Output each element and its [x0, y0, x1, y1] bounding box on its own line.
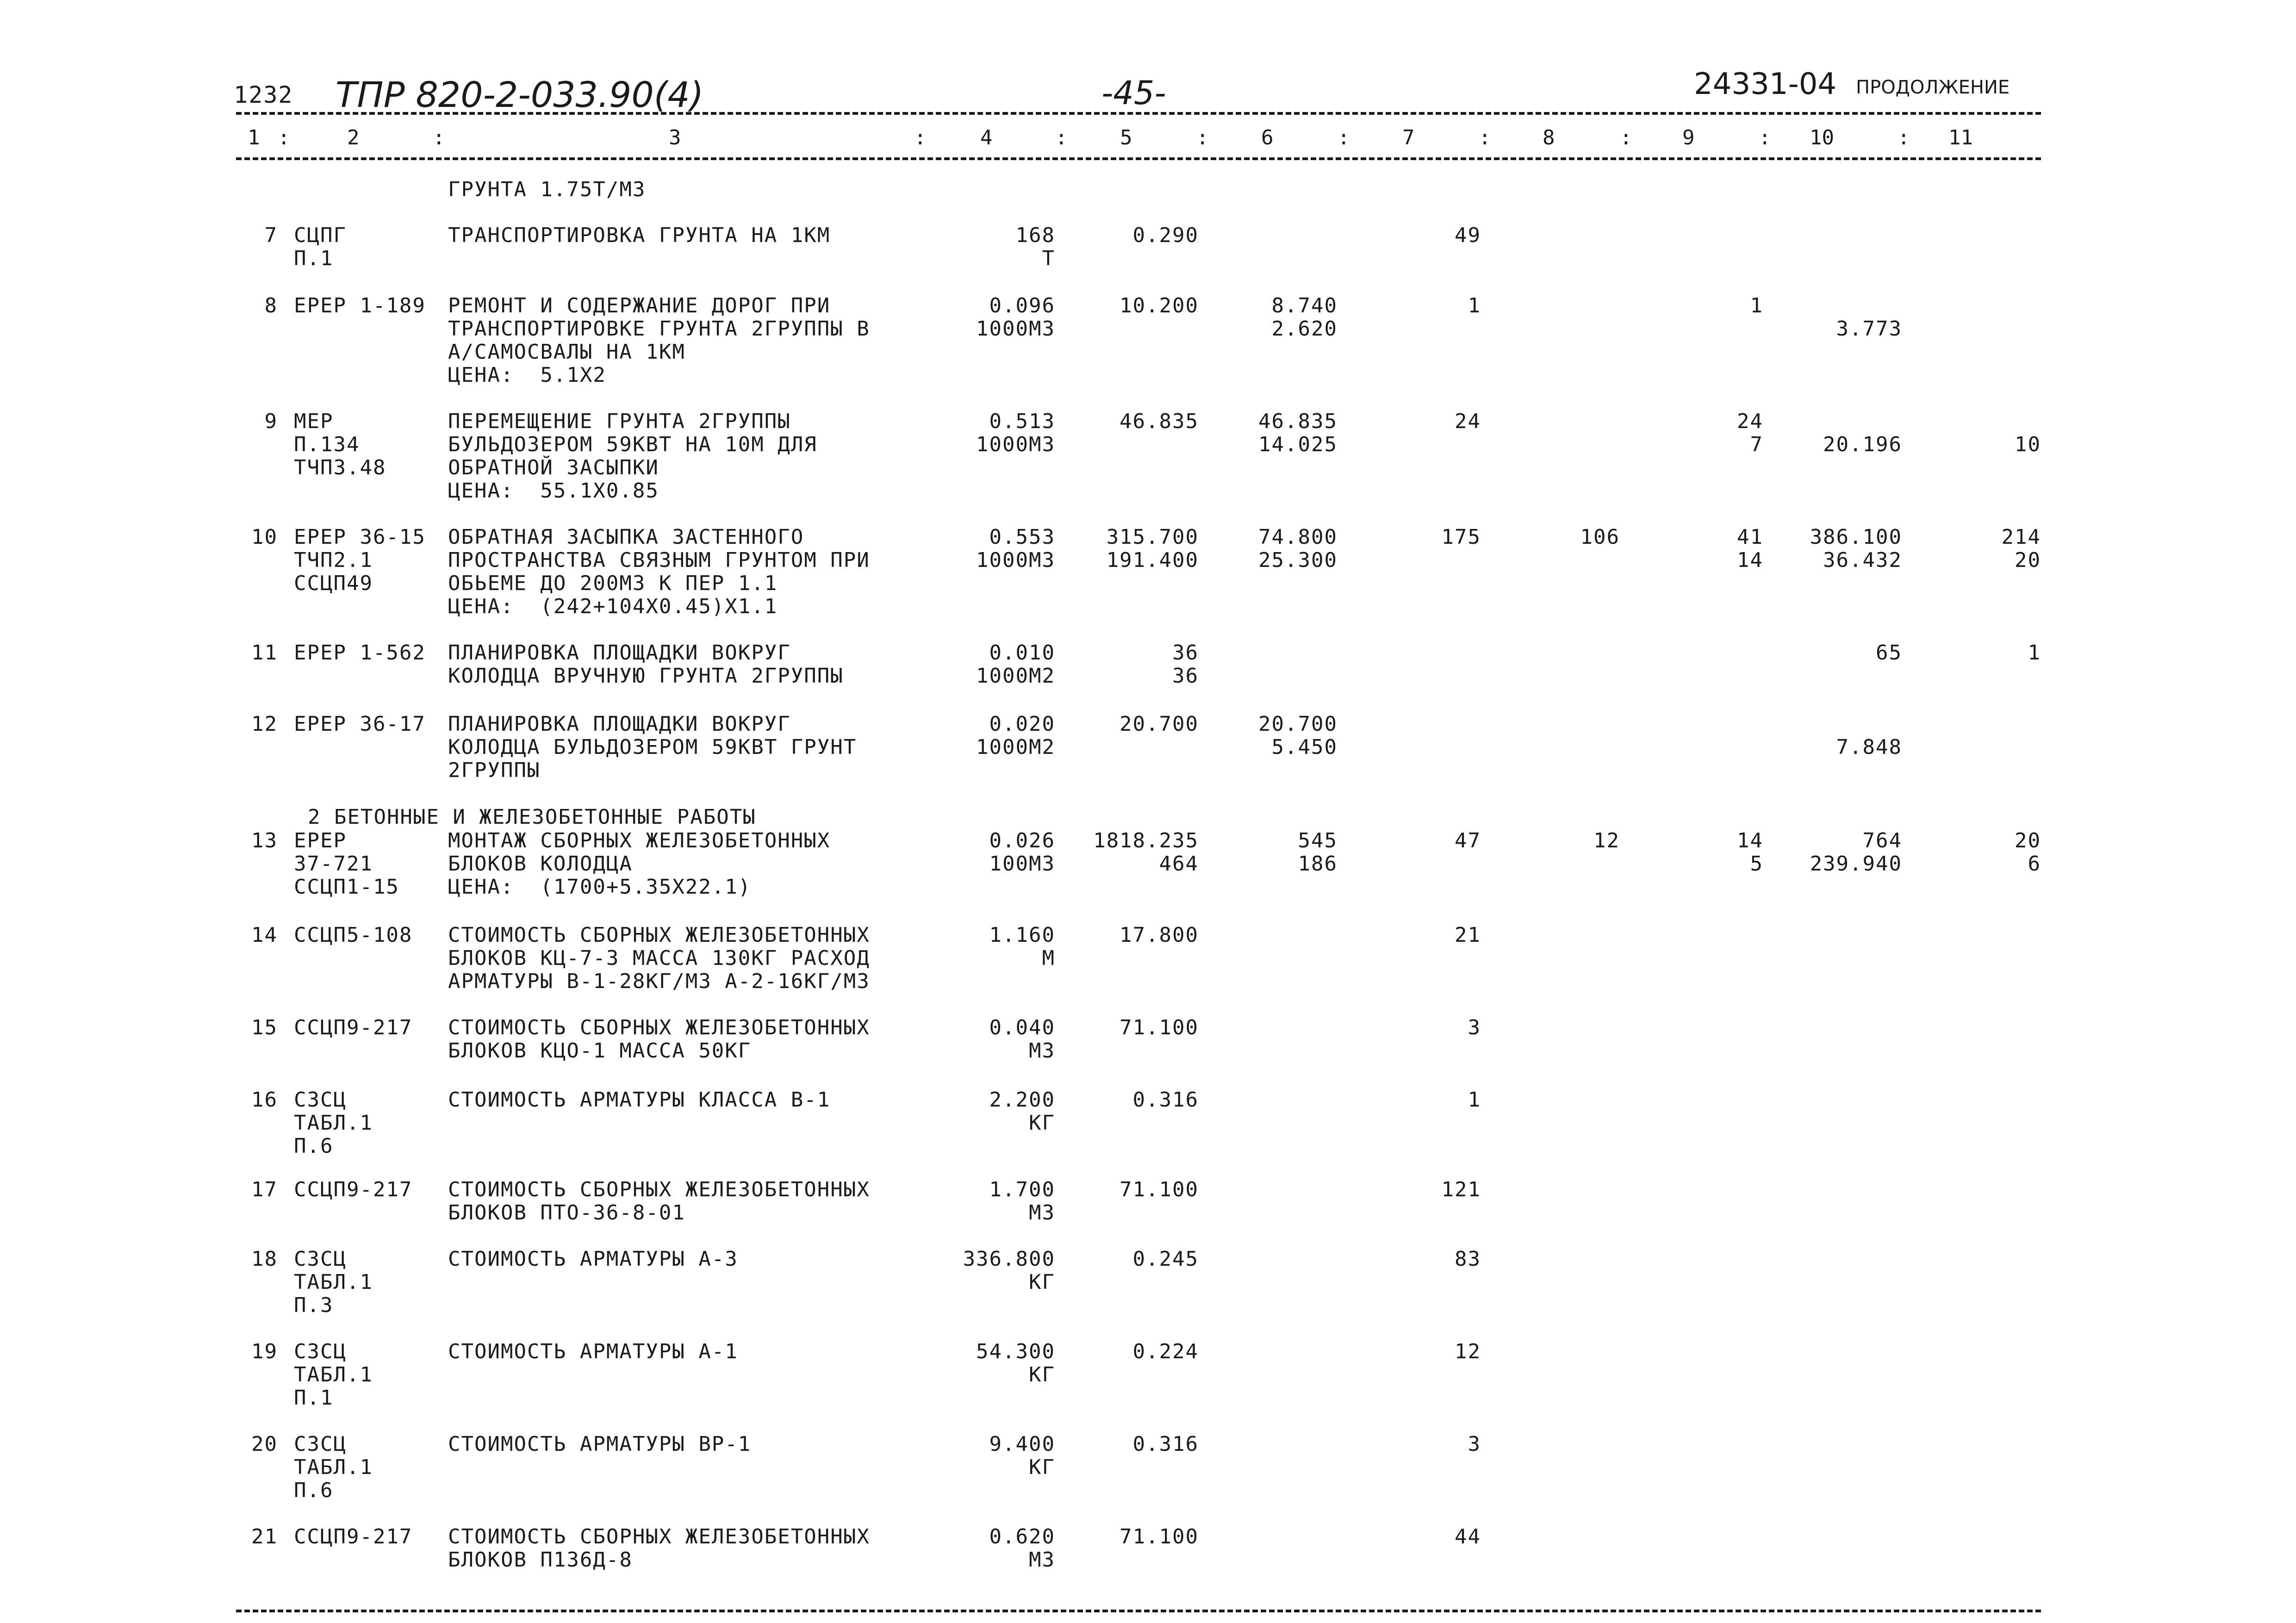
- row-code: ЕРЕР 1-562: [294, 641, 426, 665]
- row-code: СЗСЦ ТАБЛ.1 П.6: [294, 1088, 373, 1158]
- table-row: [0, 713, 2296, 805]
- row-code: СЦПГ П.1: [294, 224, 347, 270]
- page-number: -45-: [1101, 74, 1166, 112]
- table-row: [0, 1525, 2296, 1618]
- row-col7: 83: [1455, 1247, 1481, 1271]
- table-row: [0, 294, 2296, 387]
- row-number: 11: [251, 641, 278, 665]
- row-code: ЕРЕР 36-17: [294, 712, 426, 736]
- continuation-label: ПРОДОЛЖЕНИЕ: [1856, 77, 2010, 98]
- row-number: 19: [251, 1340, 278, 1363]
- row-description: ПЛАНИРОВКА ПЛОЩАДКИ ВОКРУГ КОЛОДЦА ВРУЧНУЮ ГРУНТА 2ГРУППЫ: [448, 641, 844, 688]
- row-col5: 0.224: [1132, 1340, 1199, 1363]
- row-number: 9: [264, 410, 278, 433]
- row-col5: 46.835: [1120, 410, 1199, 433]
- row-col4: 2.200 КГ: [989, 1088, 1055, 1135]
- row-col4: 0.040 М3: [989, 1016, 1055, 1063]
- row-number: 16: [251, 1088, 278, 1112]
- row-col10: 386.100 36.432: [1810, 525, 1902, 572]
- row-code: ССЦП9-217: [294, 1016, 413, 1039]
- row-code: ССЦП9-217: [294, 1525, 413, 1548]
- row-col6: 8.740 2.620: [1271, 294, 1338, 341]
- row-number: 21: [251, 1525, 278, 1548]
- row-col4: 1.160 М: [989, 923, 1055, 970]
- row-col10: 20.196: [1823, 433, 1902, 456]
- row-col4: 0.553 1000М3: [976, 525, 1055, 572]
- row-description: СТОИМОСТЬ СБОРНЫХ ЖЕЛЕЗОБЕТОННЫХ БЛОКОВ П136Д-8: [448, 1525, 870, 1572]
- row-col5: 0.316: [1132, 1432, 1199, 1456]
- footer-rule: [236, 1610, 2041, 1612]
- table-row: [0, 829, 2296, 922]
- row-col4: 1.700 М3: [989, 1178, 1055, 1225]
- row-col9: 1: [1750, 294, 1763, 317]
- row-col6: 20.700 5.450: [1258, 712, 1338, 759]
- row-col5: 1818.235 464: [1093, 829, 1199, 876]
- row-code: ССЦП5-108: [294, 923, 413, 947]
- row-code: ЕРЕР 1-189: [294, 294, 426, 317]
- row-col9: 24 7: [1737, 410, 1763, 456]
- row-description: СТОИМОСТЬ СБОРНЫХ ЖЕЛЕЗОБЕТОННЫХ БЛОКОВ КЦО-1 МАССА 50КГ: [448, 1016, 870, 1063]
- row-col4: 0.513 1000М3: [976, 410, 1055, 456]
- row-col5: 10.200: [1120, 294, 1199, 317]
- row-col5: 0.316: [1132, 1088, 1199, 1112]
- row-col7: 121: [1441, 1178, 1481, 1201]
- row-description: ПЕРЕМЕЩЕНИЕ ГРУНТА 2ГРУППЫ БУЛЬДОЗЕРОМ 59КВТ НА 10М ДЛЯ ОБРАТНОЙ ЗАСЫПКИ ЦЕНА: 55.1Х0.85: [448, 410, 817, 503]
- row-col6: 46.835 14.025: [1258, 410, 1338, 456]
- col-header-10: 10: [1810, 126, 1834, 149]
- row-col7: 12: [1455, 1340, 1481, 1363]
- row-col9: 41 14: [1737, 525, 1763, 572]
- row-number: 12: [251, 712, 278, 736]
- row-col7: 24: [1455, 410, 1481, 433]
- col-header-6: 6: [1261, 126, 1274, 149]
- row-col5: 17.800: [1120, 923, 1199, 947]
- row-col9: 14 5: [1737, 829, 1763, 876]
- table-row: [0, 526, 2296, 618]
- row-description: СТОИМОСТЬ АРМАТУРЫ ВР-1: [448, 1432, 752, 1456]
- table-row: [0, 1433, 2296, 1525]
- row-code: ЕРЕР 37-721 ССЦП1-15: [294, 829, 399, 899]
- header-rule-bottom: [236, 157, 2041, 160]
- row-number: 8: [264, 294, 278, 317]
- row-col10: 65: [1876, 641, 1902, 665]
- table-row: [0, 924, 2296, 1016]
- table-row: [0, 1088, 2296, 1181]
- row-col7: 21: [1455, 923, 1481, 947]
- col-header-11: 11: [1948, 126, 1973, 149]
- row-col7: 1: [1468, 294, 1481, 317]
- row-code: МЕР П.134 ТЧП3.48: [294, 410, 386, 479]
- row-number: 18: [251, 1247, 278, 1271]
- row-col6: 74.800 25.300: [1258, 525, 1338, 572]
- table-row: [0, 410, 2296, 503]
- row-description: СТОИМОСТЬ АРМАТУРЫ А-3: [448, 1247, 738, 1271]
- row-col6: 545 186: [1298, 829, 1338, 876]
- row-col11: 1: [2028, 641, 2041, 665]
- table-row: [0, 1340, 2296, 1433]
- row-col5: 71.100: [1120, 1016, 1199, 1039]
- row-col4: 54.300 КГ: [976, 1340, 1055, 1387]
- row-col7: 1: [1468, 1088, 1481, 1112]
- row-col4: 9.400 КГ: [989, 1432, 1055, 1479]
- row-col10: 764 239.940: [1810, 829, 1902, 876]
- sheet-number: 1232: [234, 81, 293, 108]
- row-col5: 71.100: [1120, 1178, 1199, 1201]
- row-description: СТОИМОСТЬ АРМАТУРЫ А-1: [448, 1340, 738, 1363]
- row-col10: 7.848: [1836, 735, 1902, 759]
- row-number: 7: [264, 224, 278, 247]
- row-col4: 0.020 1000М2: [976, 712, 1055, 759]
- row-code: ЕРЕР 36-15 ТЧП2.1 ССЦП49: [294, 525, 426, 595]
- row-col4: 0.096 1000М3: [976, 294, 1055, 341]
- row-col4: 0.026 100М3: [989, 829, 1055, 876]
- row-code: СЗСЦ ТАБЛ.1 П.6: [294, 1432, 373, 1502]
- row-description: СТОИМОСТЬ СБОРНЫХ ЖЕЛЕЗОБЕТОННЫХ БЛОКОВ ПТО-36-8-01: [448, 1178, 870, 1225]
- row-description: ОБРАТНАЯ ЗАСЫПКА ЗАСТЕННОГО ПРОСТРАНСТВА СВЯЗНЫМ ГРУНТОМ ПРИ ОБЬЕМЕ ДО 200М3 К ПЕР 1.1 ЦЕНА: (242+104Х0.45)Х1.1: [448, 525, 870, 618]
- row-col11: 214 20: [2001, 525, 2041, 572]
- col-header-2: 2: [347, 126, 360, 149]
- row-number: 10: [251, 525, 278, 549]
- row-description: РЕМОНТ И СОДЕРЖАНИЕ ДОРОГ ПРИ ТРАНСПОРТИРОВКЕ ГРУНТА 2ГРУППЫ В А/САМОСВАЛЫ НА 1КМ ЦЕНА: 5.1Х2: [448, 294, 870, 387]
- row-col7: 175: [1441, 525, 1481, 549]
- col-header-7: 7: [1402, 126, 1415, 149]
- row-code: СЗСЦ ТАБЛ.1 П.1: [294, 1340, 373, 1410]
- header-rule-top: [236, 112, 2041, 115]
- col-header-8: 8: [1543, 126, 1555, 149]
- col-header-5: 5: [1120, 126, 1132, 149]
- row-number: 20: [251, 1432, 278, 1456]
- row-description: СТОИМОСТЬ АРМАТУРЫ КЛАССА В-1: [448, 1088, 831, 1112]
- row-col5: 0.290: [1132, 224, 1199, 247]
- row-col11: 10: [2015, 433, 2041, 456]
- stamp-number: 24331-04: [1694, 67, 1837, 101]
- col-header-3: 3: [669, 126, 681, 149]
- carry-over-text: ГРУНТА 1.75Т/М3: [448, 178, 646, 201]
- row-col4: 0.620 М3: [989, 1525, 1055, 1572]
- row-col8: 12: [1593, 829, 1620, 852]
- row-col5: 315.700 191.400: [1106, 525, 1199, 572]
- row-col4: 336.800 КГ: [963, 1247, 1055, 1294]
- col-header-4: 4: [980, 126, 993, 149]
- col-header-9: 9: [1682, 126, 1695, 149]
- col-header-1: 1: [248, 126, 260, 149]
- row-number: 15: [251, 1016, 278, 1039]
- row-col7: 47: [1455, 829, 1481, 852]
- row-col8: 106: [1580, 525, 1620, 549]
- row-col7: 3: [1468, 1432, 1481, 1456]
- row-col7: 44: [1455, 1525, 1481, 1548]
- row-number: 14: [251, 923, 278, 947]
- section-title: 2 БЕТОННЫЕ И ЖЕЛЕЗОБЕТОННЫЕ РАБОТЫ: [308, 805, 756, 829]
- row-col4: 0.010 1000М2: [976, 641, 1055, 688]
- row-number: 17: [251, 1178, 278, 1201]
- row-col10: 3.773: [1836, 317, 1902, 341]
- row-col5: 71.100: [1120, 1525, 1199, 1548]
- table-row: [0, 1248, 2296, 1340]
- row-description: МОНТАЖ СБОРНЫХ ЖЕЛЕЗОБЕТОННЫХ БЛОКОВ КОЛОДЦА ЦЕНА: (1700+5.35Х22.1): [448, 829, 831, 899]
- row-code: СЗСЦ ТАБЛ.1 П.3: [294, 1247, 373, 1317]
- row-col7: 49: [1455, 224, 1481, 247]
- row-col4: 168 Т: [1015, 224, 1055, 270]
- document-code: ТПР 820-2-033.90(4): [336, 74, 704, 115]
- row-description: ПЛАНИРОВКА ПЛОЩАДКИ ВОКРУГ КОЛОДЦА БУЛЬДОЗЕРОМ 59КВТ ГРУНТ 2ГРУППЫ: [448, 712, 857, 782]
- row-code: ССЦП9-217: [294, 1178, 413, 1201]
- row-col5: 36 36: [1172, 641, 1199, 688]
- row-description: СТОИМОСТЬ СБОРНЫХ ЖЕЛЕЗОБЕТОННЫХ БЛОКОВ КЦ-7-3 МАССА 130КГ РАСХОД АРМАТУРЫ В-1-28КГ/М3 А-2-16КГ/М3: [448, 923, 870, 993]
- row-number: 13: [251, 829, 278, 852]
- row-col11: 20 6: [2015, 829, 2041, 876]
- row-col7: 3: [1468, 1016, 1481, 1039]
- row-col5: 0.245: [1132, 1247, 1199, 1271]
- row-col5: 20.700: [1120, 712, 1199, 736]
- row-description: ТРАНСПОРТИРОВКА ГРУНТА НА 1КМ: [448, 224, 831, 247]
